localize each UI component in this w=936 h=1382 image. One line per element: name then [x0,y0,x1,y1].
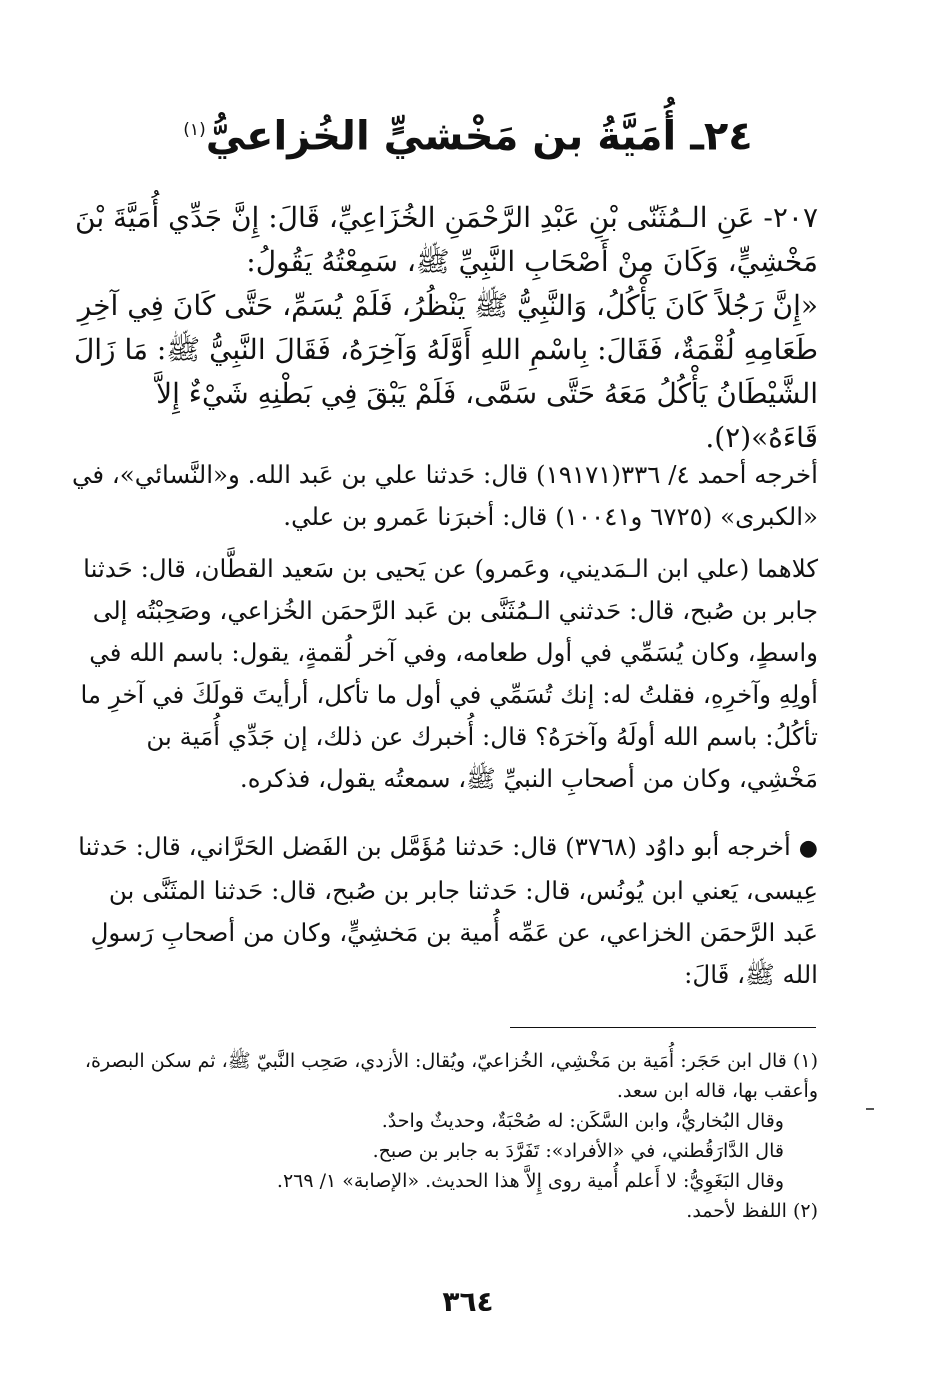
chapter-title [150,98,786,168]
hadith-text [70,284,818,460]
footnote-1-main: (١) قال ابن حَجَر: أُمَية بن مَخْشِي، الخُزاعيّ، ويُقال: الأزدي، صَحِب النَّبيّ ﷺ، ثم سكن البصرة، وأعقب بها، قاله ابن سعد. [84,1050,818,1102]
footnote-1-line-2: وقال البُخاريُّ، وابن السَّكَن: له صُحْبَةٌ، وحديثٌ واحدٌ. [381,1110,784,1132]
hadith-body-text: «إِنَّ رَجُلاً كَانَ يَأْكُلُ، وَالنَّبِيُّ ﷺ يَنْظُرُ، فَلَمْ يُسَمِّ، حَتَّى كَانَ فِي آخِرِ طَعَامِهِ لُقْمَةٌ، فَقَالَ: بِاسْمِ اللهِ أَوَّلَهُ وَآخِرَهُ، فَقَالَ النَّبِيُّ ﷺ: مَا زَالَ الشَّيْطَانُ يَأْكُلُ مَعَهُ حَتَّى سَمَّى، فَلَمْ يَبْقَ فِي بَطْنِهِ شَيْءٌ إِلاَّ قَاءَهُ»(٢). [73,289,818,454]
footnote-1-line-3: قال الدَّارَقُطني، في «الأفراد»: تَفَرَّدَ به جابر بن صبح. [372,1140,784,1162]
chapter-title-text: ٢٤ـ أُمَيَّةُ بن مَخْشيٍّ الخُزاعيُّ [205,113,753,160]
takhrij-p1-text: أخرجه أحمد ٤/ ٣٣٦(١٩١٧١) قال: حَدثنا علي بن عَبد الله. و«النَّسائي»، في «الكبرى» (٦٧٢٥ و١٠٠٤١) قال: أخبرَنا عَمرو بن علي. [71,460,818,531]
footnote-1-line-4: وقال البَغَوِيُّ: لا أَعلم أُمية روى إِلاَّ هذا الحديث. «الإصابة» ١/ ٢٦٩. [276,1170,784,1192]
margin-mark [866,1108,874,1110]
footnote-ref-1: (١) [183,120,206,140]
bullet-icon: ● [798,836,818,861]
takhrij-p3-text: أخرجه أبو داوُد (٣٧٦٨) قال: حَدثنا مُؤَمَّل بن الفَضل الحَرَّاني، قال: حَدثنا عِيسى، يَعني ابن يُونُس، قال: حَدثنا جابر بن صُبح، قال: حَدثنا المثَنَّى بن عَبد الرَّحمَن الخزاعي، عن عَمِّه أُمية بن مَخشِيٍّ، وكان من أصحابِ رَسولِ الله ﷺ، قَالَ: [78,832,818,989]
takhrij-paragraph-2 [70,548,818,800]
footnotes [70,1046,818,1226]
page-number: ٣٦٤ [442,1285,494,1318]
takhrij-p2-text: كلاهما (علي ابن الـمَديني، وعَمرو) عن يَحيى بن سَعيد القطَّان، قال: حَدثنا جابر بن صُبح، قال: حَدثني الـمُثَنَّى بن عَبد الرَّحمَن الخُزاعي، وصَحِبْتُه إلى واسطٍ، وكان يُسَمِّي في أول طعامه، وفي آخر لُقمةٍ، يقول: باسم الله في أولِهِ وآخرِهِ، فقلتُ له: إنك تُسَمِّي في أول ما تأكل، أرأيتَ قولَكَ في آخرِ ما تأكُلُ: باسم الله أولَهُ وآخرَهُ؟ قال: أُخبرك عن ذلك، إن جَدِّي أُمَية بن مَخْشِي، وكان من أصحابِ النبيِّ ﷺ، سمعتُه يقول، فذكره. [80,554,818,793]
takhrij-paragraph-1 [70,454,818,538]
hadith-intro-text: ٢٠٧- عَنِ الـمُثَنّى بْنِ عَبْدِ الرَّحْمَنِ الخُزَاعِيِّ، قَالَ: إِنَّ جَدِّي أُمَيَّةَ بْنَ مَخْشِيٍّ، وَكَانَ مِنْ أَصْحَابِ النَّبِيِّ ﷺ، سَمِعْتُهُ يَقُولُ: [75,201,818,278]
footnote-2: (٢) اللفظ لأحمد. [686,1200,818,1222]
footnote-divider [510,1027,816,1028]
hadith-intro [70,196,818,284]
takhrij-paragraph-3 [70,826,818,996]
